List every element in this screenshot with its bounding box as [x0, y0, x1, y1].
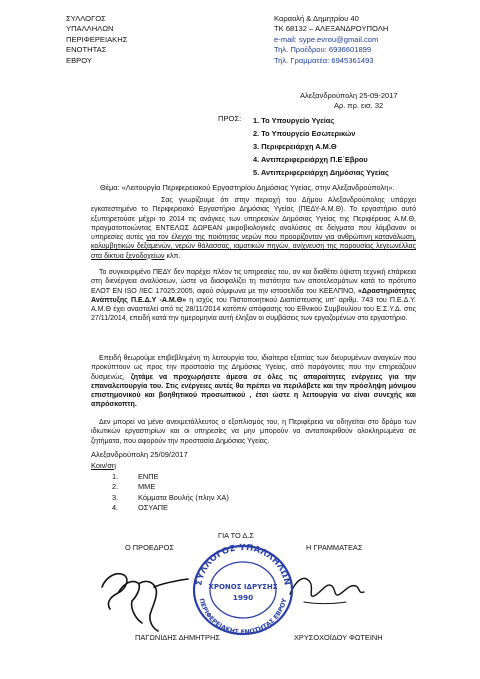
- paragraph-text: Δεν μπορεί να μένει ανεκμετάλλευτος ο εξοπλισμός του, η Περιφέρεια να οδηγείται στο δρόμο των ιδιωτικών εργαστηρίων και οι υπηρεσίες να μην μπορούν να ανταποκριθούν ολοκληρωμένα σε ζητήματα, που αφορούν την προστασία Δημόσιας Υγείας.: [91, 419, 416, 445]
- association-stamp: [191, 542, 295, 636]
- paragraph-text: Σας γνωρίζουμε ότι στην περιοχή του Δήμου Αλεξανδρούπολης υπάρχει εγκατεστημένο το Περιφερειακό Εργαστήριο Δημόσιας Υγείας (ΠΕΔΥ-Α.Μ.Θ). Το εργαστήριο αυτό εξυπηρετούσε μέχρι το 2014 τις ανάγκες των υπηρεσιών Δημόσιας Υγείας της Περιφέρειας Α.Μ.Θ, πραγματοποιώντας ΕΝΤΕΛΩΣ ΔΩΡΕΑΝ μικροβιολογικές αναλύσεις σε δείγματα που λάμβαναν οι υπηρεσίες αυτές: [91, 197, 416, 242]
- secretary-title: Η ΓΡΑΜΜΑΤΕΑΣ: [306, 543, 363, 552]
- body-paragraph-1: [91, 196, 416, 261]
- document-date: Αλεξανδρούπολη 25-09-2017: [300, 91, 398, 100]
- secretary-signature: [284, 564, 368, 608]
- paragraph-text: Το συγκεκριμένο ΠΕΔΥ δεν παρέχει πλέον τις υπηρεσίες του, αν και διαθέτει ύψιστη τεχνική επάρκεια στη διενέργεια αναλύσεων, ώστε να διασφαλίζει τη πιστότητα των αποτελεσμάτων κατά το πρότυπο ΕΛΟΤ ΕΝ ISO /IEC 17025:2005, αφού σύμφωνα με την ιστοσελίδα του ΚΕΕΛΠΝΟ,: [91, 269, 416, 295]
- address-line: Καραολή & Δημητρίου 40: [274, 14, 359, 23]
- sender-block: [66, 14, 127, 66]
- distribution-item: [112, 503, 229, 513]
- president-signature: [96, 553, 196, 633]
- recipients-label: ΠΡΟΣ:: [218, 114, 242, 123]
- sender-line: ΥΠΑΛΛΗΛΩΝ: [66, 24, 114, 34]
- sender-line: ΠΕΡΙΦΕΡΕΙΑΚΗΣ: [66, 34, 128, 44]
- recipient-item: 2. Το Υπουργείο Εσωτερικών: [253, 129, 356, 139]
- paragraph-bold-text: ζητάμε να προχωρήσετε άμεσα σε όλες τις απαραίτητες ενέργειες για την επαναλειτουργία του. Στις ενέργειες αυτές θα πρέπει να περιλάβετε και την πρόσληψη μόνιμου επιστημονικού και βοηθητικού προσωπικού , έτσι ώστε η λειτουργία να είναι συνεχής και απρόσκοπτη.: [91, 373, 416, 409]
- president-name: ΠΑΓΩΝΙΔΗΣ ΔΗΜΗΤΡΗΣ: [135, 633, 220, 642]
- protocol-number: Αρ. πρ. εισ. 32: [334, 101, 384, 110]
- body-paragraph-3: [91, 354, 416, 410]
- recipient-item: 5. Αντιπεριφερειάρχη Δημόσιας Υγείας: [253, 168, 389, 178]
- paragraph-text: Επειδή θεωρούμε επιβεβλημένη τη λειτουργία του, ιδιαίτερα εξαιτίας των διευρυμένων αναγκών που προκύπτουν ως προς την προστασία της Δημόσιας Υγείας, από παράγοντες που την επηρεάζουν δυσμενώς,: [91, 355, 416, 381]
- svg-text:ΧΡΟΝΟΣ ΙΔΡΥΣΗΣ: ΧΡΟΝΟΣ ΙΔΡΥΣΗΣ: [208, 583, 278, 591]
- item-name: ΕΝΠΕ: [138, 472, 159, 481]
- item-name: ΟΣΥΑΠΕ: [138, 503, 168, 513]
- recipient-item: 4. Αντιπεριφερειάρχη Π.Ε΄Εβρου: [253, 155, 368, 165]
- recipient-item: 3. Περιφερειάρχη Α.Μ.Θ: [253, 142, 337, 152]
- subject-line: Θέμα: «Λειτουργία Περιφερειακού Εργαστηρίου Δημόσιας Υγείας, στην Αλεξανδρούπολη».: [100, 183, 395, 192]
- item-number: 1.: [112, 472, 119, 481]
- paragraph-text: η ισχύς του Πιστοποιητικού Διαπίστευσης υπ' αριθμ. 743 του Π.Ε.Δ.Υ. Α.Μ.Θ έχει ανασταλεί από τις 28/11/2014 κατόπιν απόφασης του Εθνικού Συμβουλίου του Ε.Σ.Υ.Δ. στις 27/11/2014, επειδή κατά την ημερομηνία αυτή έληξαν οι συμβάσεις των εργαζομένων στο εργαστήριο.: [91, 296, 416, 323]
- paragraph-text: κλπ.: [164, 252, 181, 260]
- sender-line: ΣΥΛΛΟΓΟΣ: [66, 14, 106, 23]
- body-paragraph-2: [91, 268, 416, 324]
- distribution-item: [112, 472, 229, 482]
- secretary-name: ΧΡΥΣΟΧΟΪΔΟΥ ΦΩΤΕΙΝΗ: [294, 633, 383, 642]
- svg-text:ΠΕΡΙΦΕΡΕΙΑΚΗΣ ΕΝΟΤΗΤΑΣ ΕΒΡΟΥ: ΠΕΡΙΦΕΡΕΙΑΚΗΣ ΕΝΟΤΗΤΑΣ ΕΒΡΟΥ: [197, 597, 289, 636]
- paragraph-bold-text: «Δραστηριότητες Ανάπτυξης Π.Ε.Δ.Υ -Α.Μ.Θ»: [91, 287, 416, 304]
- contact-block: [274, 14, 388, 66]
- item-number: 4.: [112, 503, 119, 513]
- distribution-label: Κοιν/ση: [91, 461, 117, 470]
- item-name: ΜΜΕ: [138, 482, 156, 492]
- sender-line: ΕΝΟΤΗΤΑΣ: [66, 45, 107, 55]
- board-label: ΓΙΑ ΤΟ Δ.Σ: [218, 531, 254, 540]
- distribution-item: [112, 482, 229, 492]
- postal-line: ΤΚ 68132 – ΑΛΕΞΑΝΔΡΟΥΠΟΛΗ: [274, 24, 389, 34]
- body-paragraph-4: [91, 418, 416, 446]
- distribution-list: [112, 472, 229, 514]
- president-title: Ο ΠΡΟΕΔΡΟΣ: [125, 543, 174, 552]
- recipient-item: 1. Το Υπουργείο Υγείας: [253, 116, 335, 125]
- distribution-item: [112, 493, 229, 503]
- item-name: Κόμματα Βουλής (πλην ΧΑ): [138, 492, 229, 502]
- sender-line: ΕΒΡΟΥ: [66, 55, 92, 65]
- item-number: 2.: [112, 482, 119, 492]
- closing-date: Αλεξανδρούπολη 25/09/2017: [91, 450, 188, 459]
- paragraph-underlined-text: για τον έλεγχο της ποιότητας νερών που προορίζονταν για ανθρώπινη κατανάλωση, κολυμβητικών δεξαμενών, νερών θάλασσας, ιαματικών πηγών, ανίχνευση της παρουσίας λεγεωνέλλας στα δίκτυα ξενοδοχείων: [91, 234, 417, 260]
- svg-text:ΣΥΛΛΟΓΟΣ ΥΠΑΛΛΗΛΩΝ: ΣΥΛΛΟΓΟΣ ΥΠΑΛΛΗΛΩΝ: [193, 542, 293, 587]
- recipients-list: [253, 114, 389, 179]
- svg-text:1990: 1990: [232, 593, 254, 602]
- item-number: 3.: [112, 492, 119, 502]
- president-phone: Τηλ. Προέδρου: 6936601899: [274, 45, 372, 55]
- secretary-phone: Τηλ. Γραμματέα: 6945361493: [274, 55, 374, 65]
- email-line: e-mail: sype.evrou@gmail.com: [274, 34, 379, 44]
